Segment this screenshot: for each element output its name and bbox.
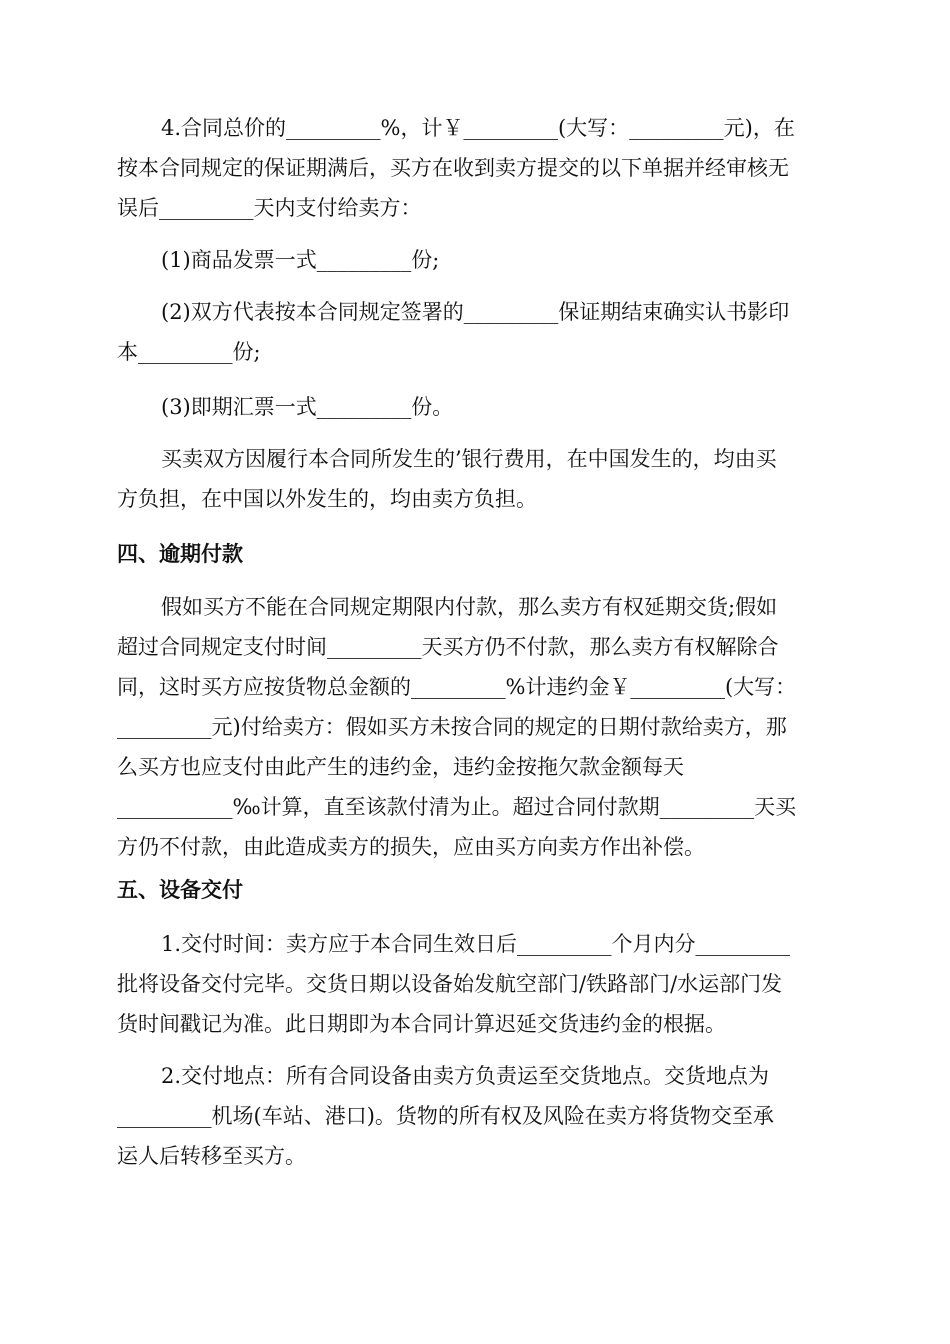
text-line: 买卖双方因履行本合同所发生的’银行费用，在中国发生的，均由买 — [161, 447, 777, 471]
text-line: ___________‰计算，直至该款付清为止。超过合同付款期_________天买 — [117, 795, 797, 819]
list-item-sight-draft — [117, 387, 833, 427]
text-line: 按本合同规定的保证期满后，买方在收到卖方提交的以下单据并经审核无 — [117, 156, 789, 180]
text-line: 超过合同规定支付时间_________天买方仍不付款，那么卖方有权解除合 — [117, 635, 779, 659]
text-line: (3)即期汇票一式_________份。 — [161, 395, 454, 419]
text-line: 批将设备交付完毕。交货日期以设备始发航空部门/铁路部门/水运部门发 — [117, 972, 783, 996]
paragraph-bank-fees — [117, 439, 833, 519]
text-line: 运人后转移至买方。 — [117, 1144, 306, 1168]
text-line: 4.合同总价的_________%，计￥_________(大写：_________元)，在 — [161, 116, 795, 140]
paragraph-payment-terms — [117, 108, 833, 228]
text-line: 2.交付地点：所有合同设备由卖方负责运至交货地点。交货地点为 — [161, 1064, 770, 1088]
text-line: _________机场(车站、港口)。货物的所有权及风险在卖方将货物交至承 — [117, 1104, 774, 1128]
paragraph-delivery-location — [117, 1056, 833, 1176]
text-line: 同，这时买方应按货物总金额的_________%计违约金￥_________(大写： — [117, 675, 797, 699]
section-heading-overdue-payment: 四、逾期付款 — [117, 542, 243, 566]
paragraph-overdue-payment — [117, 587, 833, 867]
text-line: 方仍不付款，由此造成卖方的损失，应由买方向卖方作出补偿。 — [117, 835, 705, 859]
text-line: _________元)付给卖方：假如买方未按合同的规定的日期付款给卖方，那 — [117, 715, 787, 739]
section-heading-equipment-delivery: 五、设备交付 — [117, 878, 243, 902]
text-line: 货时间戳记为准。此日期即为本合同计算迟延交货违约金的根据。 — [117, 1012, 726, 1036]
text-line: 假如买方不能在合同规定期限内付款，那么卖方有权延期交货;假如 — [161, 595, 778, 619]
text-line: 1.交付时间：卖方应于本合同生效日后_________个月内分_________ — [161, 932, 791, 956]
text-line: (2)双方代表按本合同规定签署的_________保证期结束确实认书影印 — [161, 300, 790, 324]
list-item-invoice — [117, 240, 833, 280]
text-line: 方负担，在中国以外发生的，均由卖方负担。 — [117, 487, 537, 511]
text-line: 么买方也应支付由此产生的违约金，违约金按拖欠款金额每天 — [117, 755, 684, 779]
text-line: 误后_________天内支付给卖方： — [117, 196, 422, 220]
list-item-certificate — [117, 292, 833, 372]
paragraph-delivery-time — [117, 924, 833, 1044]
text-line: 本_________份; — [117, 340, 261, 364]
text-line: (1)商品发票一式_________份; — [161, 248, 440, 272]
